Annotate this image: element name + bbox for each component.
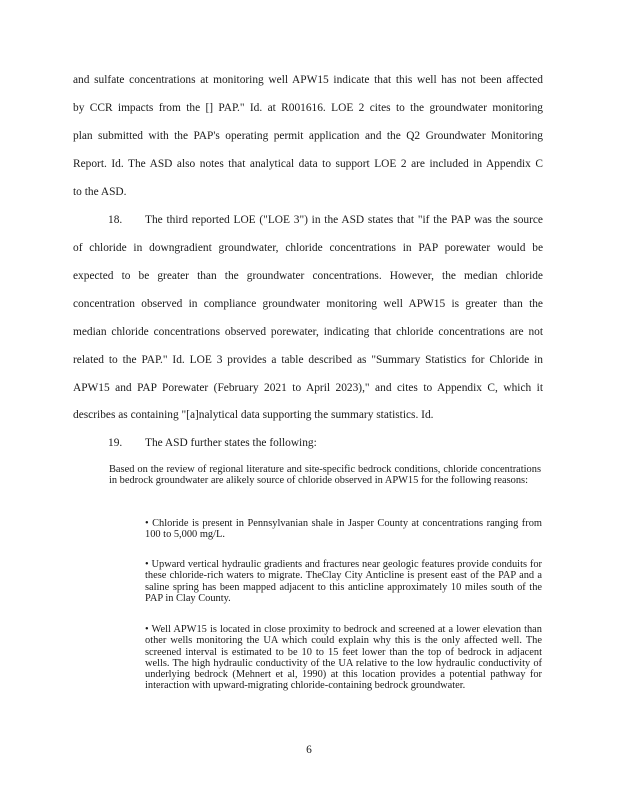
body-line: median chloride concentrations observed porewater, indicating that chloride concentrations are not — [73, 326, 543, 338]
body-line: Report. Id. The ASD also notes that analytical data to support LOE 2 are included in Appendix C — [73, 158, 543, 170]
block-quote-bullet: • Chloride is present in Pennsylvanian shale in Jasper County at concentrations ranging from 100 to 5,000 mg/L. — [145, 518, 542, 541]
body-line: The ASD further states the following: — [145, 437, 317, 449]
body-line: to the ASD. — [73, 186, 127, 198]
body-line: plan submitted with the PAP's operating permit application and the Q2 Groundwater Monitoring — [73, 130, 543, 142]
block-quote-bullet: • Well APW15 is located in close proximity to bedrock and screened at a lower elevation than other wells monitoring the UA which could explain why this is the only affected well. The screened interval is estimated to be 10 to 15 feet lower than the top of bedrock in adjacent wells. The high hydraulic conductivity of the UA relative to the low hydraulic conductivity of underlying bedrock (Mehnert et al, 1990) at this location provides a potential pathway for interaction with upward-migrating chloride-containing bedrock groundwater. — [145, 624, 542, 692]
paragraph-19-line — [73, 436, 543, 450]
paragraph-number: 18. — [108, 214, 123, 226]
paragraph-number: 19. — [108, 437, 123, 449]
body-line: and sulfate concentrations at monitoring well APW15 indicate that this well has not been affected — [73, 74, 543, 86]
paragraph-18-first-line — [73, 213, 543, 227]
body-line: related to the PAP." Id. LOE 3 provides a table described as "Summary Statistics for Chloride in — [73, 354, 543, 366]
body-line: by CCR impacts from the [] PAP." Id. at R001616. LOE 2 cites to the groundwater monitoring — [73, 102, 543, 114]
body-line: of chloride in downgradient groundwater, chloride concentrations in PAP porewater would be — [73, 242, 543, 254]
body-line: describes as containing "[a]nalytical data supporting the summary statistics. Id. — [73, 409, 434, 421]
page-number: 6 — [306, 744, 312, 756]
body-line: The third reported LOE ("LOE 3") in the ASD states that "if the PAP was the source — [145, 214, 543, 226]
body-line: expected to be greater than the groundwater concentrations. However, the median chloride — [73, 270, 543, 282]
body-line: concentration observed in compliance groundwater monitoring well APW15 is greater than the — [73, 298, 543, 310]
block-quote-bullet: • Upward vertical hydraulic gradients and fractures near geologic features provide conduits for these chloride-rich waters to migrate. TheClay City Anticline is present east of the PAP and a saline spring has been mapped adjacent to this anticline approximately 10 miles south of the PAP in Clay County. — [145, 559, 542, 604]
body-line: APW15 and PAP Porewater (February 2021 to April 2023)," and cites to Appendix C, which it — [73, 382, 543, 394]
block-quote-intro: Based on the review of regional literature and site-specific bedrock conditions, chloride concentrations in bedrock groundwater are alikely source of chloride observed in APW15 for the following reasons: — [109, 464, 541, 487]
